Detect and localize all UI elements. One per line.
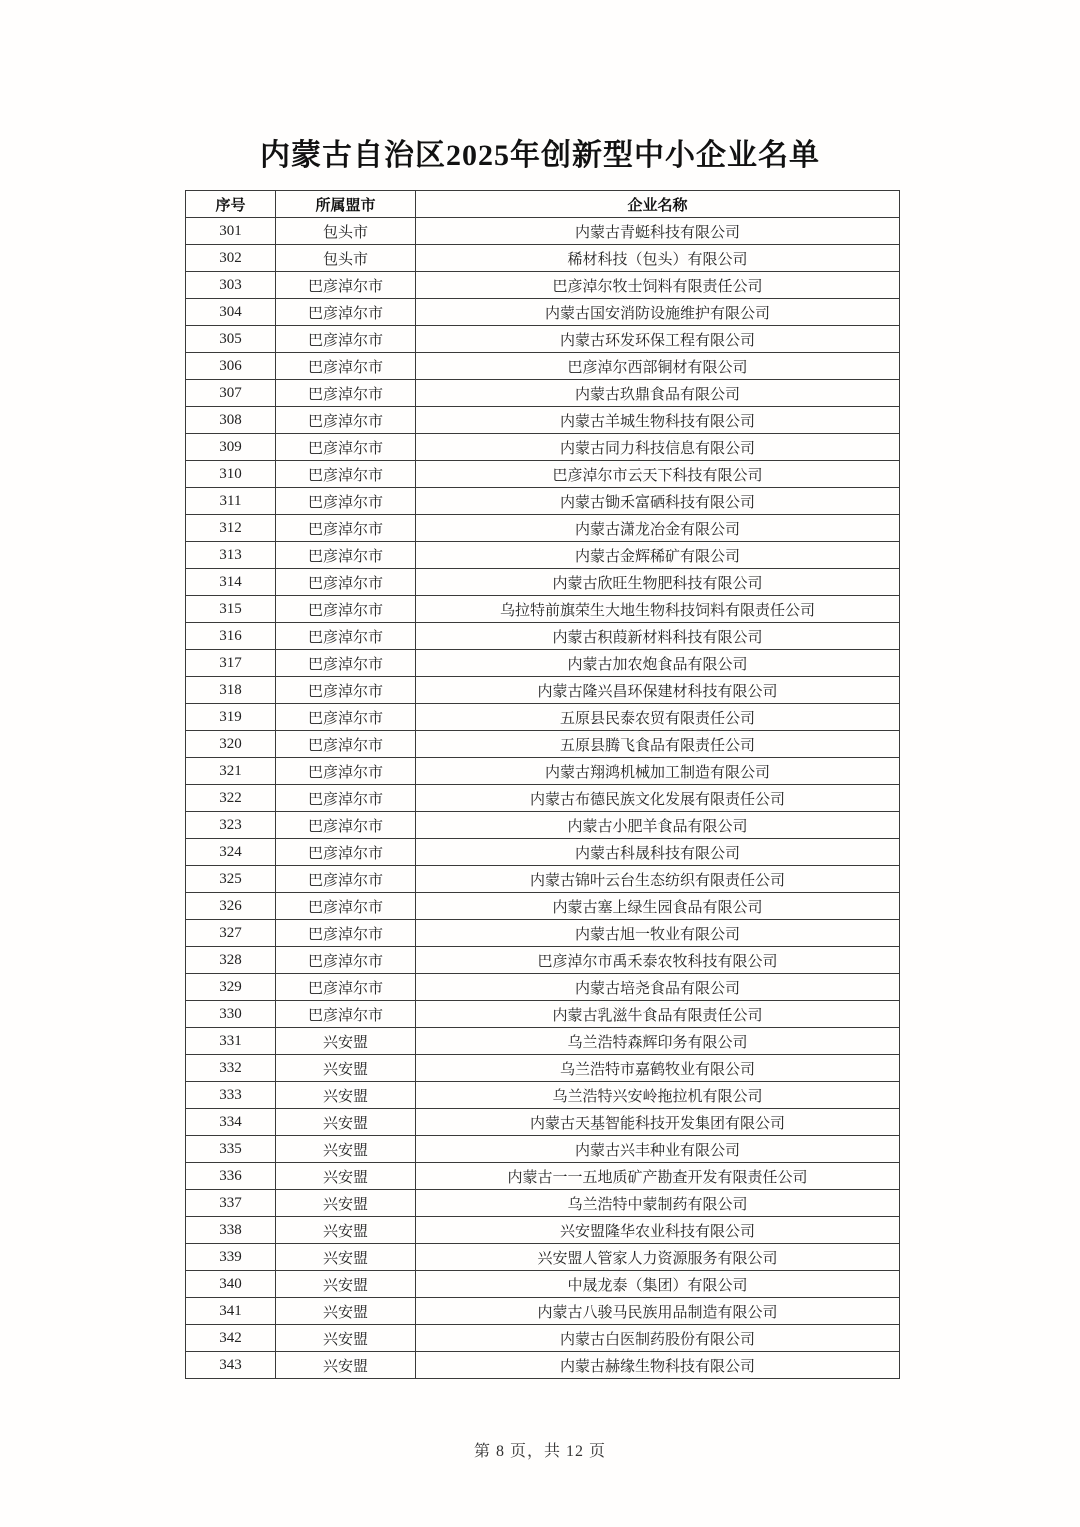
table-row [186,974,900,1001]
table-row [186,461,900,488]
cell-index: 329 [186,974,276,1001]
cell-company: 巴彦淖尔市禹禾泰农牧科技有限公司 [416,947,900,974]
cell-index: 338 [186,1217,276,1244]
cell-city: 巴彦淖尔市 [276,596,416,623]
table-row [186,272,900,299]
cell-city: 兴安盟 [276,1136,416,1163]
cell-city: 巴彦淖尔市 [276,434,416,461]
cell-company: 内蒙古一一五地质矿产勘查开发有限责任公司 [416,1163,900,1190]
cell-company: 内蒙古培尧食品有限公司 [416,974,900,1001]
cell-company: 内蒙古隆兴昌环保建材科技有限公司 [416,677,900,704]
cell-city: 巴彦淖尔市 [276,1001,416,1028]
table-row [186,542,900,569]
table-row [186,434,900,461]
cell-city: 巴彦淖尔市 [276,569,416,596]
table-row [186,893,900,920]
cell-company: 稀材科技（包头）有限公司 [416,245,900,272]
table-row [186,947,900,974]
cell-index: 314 [186,569,276,596]
cell-city: 巴彦淖尔市 [276,623,416,650]
table-row [186,785,900,812]
cell-index: 339 [186,1244,276,1271]
table-row [186,1298,900,1325]
cell-city: 兴安盟 [276,1190,416,1217]
table-row [186,380,900,407]
cell-index: 317 [186,650,276,677]
table-row [186,218,900,245]
cell-city: 兴安盟 [276,1325,416,1352]
cell-index: 333 [186,1082,276,1109]
cell-company: 内蒙古积葭新材料科技有限公司 [416,623,900,650]
cell-company: 内蒙古加农炮食品有限公司 [416,650,900,677]
cell-city: 兴安盟 [276,1352,416,1379]
cell-company: 乌兰浩特森辉印务有限公司 [416,1028,900,1055]
cell-company: 内蒙古白医制药股份有限公司 [416,1325,900,1352]
table-row [186,1109,900,1136]
cell-index: 302 [186,245,276,272]
table-row [186,245,900,272]
table-row [186,812,900,839]
cell-city: 兴安盟 [276,1082,416,1109]
table-row [186,1352,900,1379]
cell-company: 内蒙古塞上绿生园食品有限公司 [416,893,900,920]
table-body [186,218,900,1379]
cell-company: 内蒙古兴丰种业有限公司 [416,1136,900,1163]
cell-index: 321 [186,758,276,785]
cell-company: 内蒙古翔鸿机械加工制造有限公司 [416,758,900,785]
cell-index: 307 [186,380,276,407]
cell-company: 内蒙古玖鼎食品有限公司 [416,380,900,407]
cell-company: 内蒙古欣旺生物肥科技有限公司 [416,569,900,596]
cell-index: 322 [186,785,276,812]
table-row [186,1163,900,1190]
header-index: 序号 [186,191,276,218]
cell-company: 内蒙古环发环保工程有限公司 [416,326,900,353]
cell-city: 巴彦淖尔市 [276,542,416,569]
cell-city: 巴彦淖尔市 [276,650,416,677]
cell-index: 308 [186,407,276,434]
cell-index: 325 [186,866,276,893]
cell-city: 巴彦淖尔市 [276,812,416,839]
cell-company: 内蒙古布德民族文化发展有限责任公司 [416,785,900,812]
cell-index: 318 [186,677,276,704]
cell-index: 304 [186,299,276,326]
cell-city: 巴彦淖尔市 [276,272,416,299]
cell-city: 巴彦淖尔市 [276,866,416,893]
cell-company: 五原县腾飞食品有限责任公司 [416,731,900,758]
cell-city: 巴彦淖尔市 [276,731,416,758]
cell-company: 内蒙古青蜓科技有限公司 [416,218,900,245]
header-city: 所属盟市 [276,191,416,218]
cell-company: 巴彦淖尔西部铜材有限公司 [416,353,900,380]
cell-index: 330 [186,1001,276,1028]
cell-index: 324 [186,839,276,866]
cell-index: 320 [186,731,276,758]
cell-company: 内蒙古羊城生物科技有限公司 [416,407,900,434]
table-row [186,758,900,785]
cell-company: 内蒙古潇龙冶金有限公司 [416,515,900,542]
cell-city: 兴安盟 [276,1028,416,1055]
cell-index: 331 [186,1028,276,1055]
cell-index: 334 [186,1109,276,1136]
cell-company: 内蒙古八骏马民族用品制造有限公司 [416,1298,900,1325]
cell-index: 337 [186,1190,276,1217]
cell-city: 兴安盟 [276,1055,416,1082]
cell-index: 311 [186,488,276,515]
cell-city: 巴彦淖尔市 [276,785,416,812]
cell-city: 巴彦淖尔市 [276,461,416,488]
cell-company: 内蒙古国安消防设施维护有限公司 [416,299,900,326]
cell-city: 兴安盟 [276,1271,416,1298]
cell-index: 316 [186,623,276,650]
table-row [186,326,900,353]
cell-city: 巴彦淖尔市 [276,893,416,920]
cell-index: 340 [186,1271,276,1298]
cell-city: 兴安盟 [276,1244,416,1271]
table-row [186,596,900,623]
cell-city: 巴彦淖尔市 [276,677,416,704]
cell-company: 巴彦淖尔市云天下科技有限公司 [416,461,900,488]
cell-index: 305 [186,326,276,353]
cell-city: 兴安盟 [276,1163,416,1190]
cell-company: 内蒙古赫缘生物科技有限公司 [416,1352,900,1379]
cell-index: 313 [186,542,276,569]
table-row [186,1082,900,1109]
table-row [186,1001,900,1028]
table-row [186,839,900,866]
table-row [186,623,900,650]
cell-city: 巴彦淖尔市 [276,974,416,1001]
table-row [186,1271,900,1298]
company-table-container [185,190,899,1379]
table-row [186,1325,900,1352]
cell-index: 310 [186,461,276,488]
cell-city: 巴彦淖尔市 [276,515,416,542]
cell-company: 乌兰浩特市嘉鹤牧业有限公司 [416,1055,900,1082]
cell-company: 中晟龙泰（集团）有限公司 [416,1271,900,1298]
cell-city: 巴彦淖尔市 [276,488,416,515]
cell-company: 内蒙古锦叶云台生态纺织有限责任公司 [416,866,900,893]
table-row [186,677,900,704]
table-row [186,650,900,677]
cell-company: 巴彦淖尔牧士饲料有限责任公司 [416,272,900,299]
cell-city: 兴安盟 [276,1109,416,1136]
table-row [186,488,900,515]
table-row [186,1136,900,1163]
page-number-footer: 第 8 页，共 12 页 [473,1443,606,1460]
cell-company: 内蒙古旭一牧业有限公司 [416,920,900,947]
cell-company: 乌兰浩特中蒙制药有限公司 [416,1190,900,1217]
cell-city: 巴彦淖尔市 [276,704,416,731]
table-row [186,515,900,542]
cell-company: 内蒙古锄禾富硒科技有限公司 [416,488,900,515]
table-row [186,866,900,893]
cell-company: 内蒙古同力科技信息有限公司 [416,434,900,461]
cell-index: 343 [186,1352,276,1379]
cell-company: 乌拉特前旗荣生大地生物科技饲料有限责任公司 [416,596,900,623]
cell-city: 巴彦淖尔市 [276,758,416,785]
table-row [186,1244,900,1271]
cell-index: 326 [186,893,276,920]
table-row [186,1217,900,1244]
cell-company: 内蒙古金辉稀矿有限公司 [416,542,900,569]
table-row [186,1055,900,1082]
cell-city: 巴彦淖尔市 [276,947,416,974]
header-company: 企业名称 [416,191,900,218]
table-row [186,407,900,434]
cell-index: 319 [186,704,276,731]
cell-index: 312 [186,515,276,542]
cell-city: 包头市 [276,218,416,245]
cell-city: 巴彦淖尔市 [276,407,416,434]
table-row [186,569,900,596]
page-title: 内蒙古自治区2025年创新型中小企业名单 [260,139,820,172]
cell-company: 五原县民泰农贸有限责任公司 [416,704,900,731]
cell-company: 兴安盟人管家人力资源服务有限公司 [416,1244,900,1271]
cell-index: 328 [186,947,276,974]
table-row [186,1028,900,1055]
cell-index: 342 [186,1325,276,1352]
cell-company: 内蒙古小肥羊食品有限公司 [416,812,900,839]
cell-company: 乌兰浩特兴安岭拖拉机有限公司 [416,1082,900,1109]
cell-company: 内蒙古乳滋牛食品有限责任公司 [416,1001,900,1028]
cell-city: 巴彦淖尔市 [276,326,416,353]
cell-index: 315 [186,596,276,623]
cell-index: 323 [186,812,276,839]
cell-index: 303 [186,272,276,299]
table-row [186,731,900,758]
cell-index: 335 [186,1136,276,1163]
cell-company: 内蒙古科晟科技有限公司 [416,839,900,866]
cell-company: 内蒙古天基智能科技开发集团有限公司 [416,1109,900,1136]
cell-index: 327 [186,920,276,947]
cell-index: 301 [186,218,276,245]
cell-index: 306 [186,353,276,380]
cell-index: 332 [186,1055,276,1082]
cell-city: 巴彦淖尔市 [276,380,416,407]
cell-city: 巴彦淖尔市 [276,839,416,866]
cell-city: 巴彦淖尔市 [276,353,416,380]
table-row [186,704,900,731]
cell-index: 309 [186,434,276,461]
cell-index: 341 [186,1298,276,1325]
cell-city: 包头市 [276,245,416,272]
cell-company: 兴安盟隆华农业科技有限公司 [416,1217,900,1244]
cell-index: 336 [186,1163,276,1190]
cell-city: 兴安盟 [276,1217,416,1244]
table-row [186,1190,900,1217]
cell-city: 兴安盟 [276,1298,416,1325]
cell-city: 巴彦淖尔市 [276,299,416,326]
table-row [186,299,900,326]
table-row [186,353,900,380]
table-header-row [186,191,900,218]
table-row [186,920,900,947]
company-table [185,190,900,1379]
cell-city: 巴彦淖尔市 [276,920,416,947]
